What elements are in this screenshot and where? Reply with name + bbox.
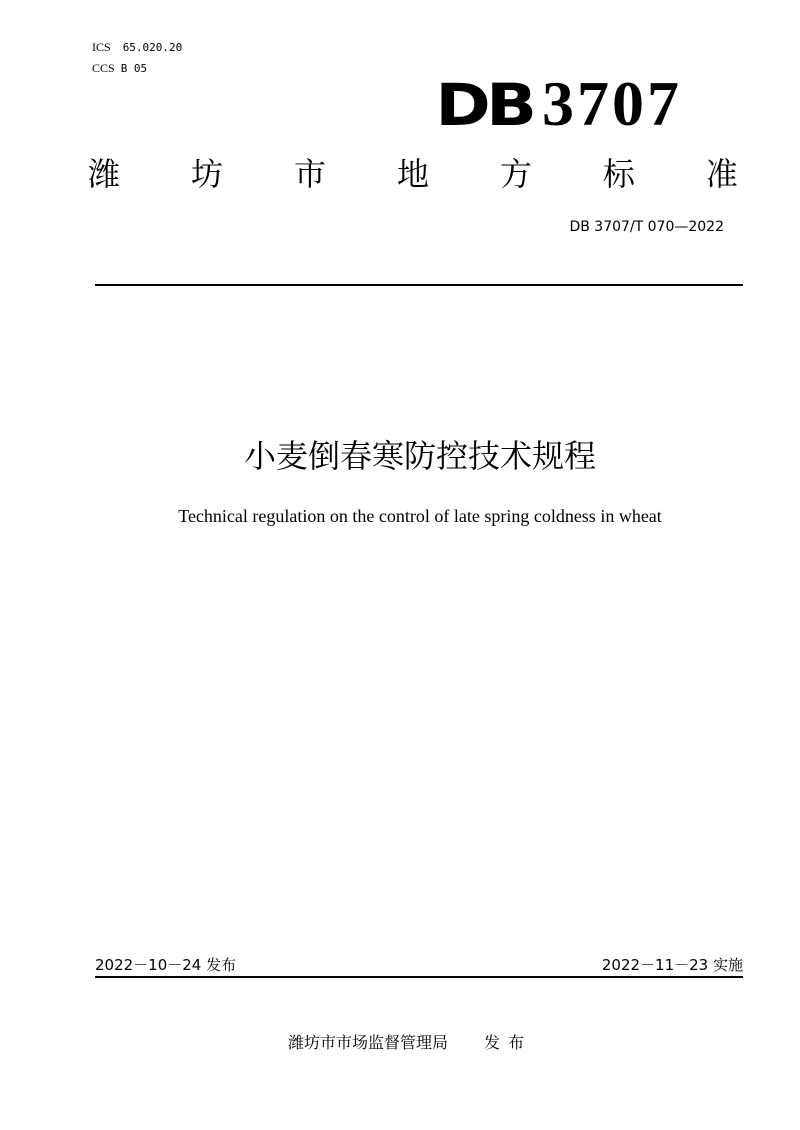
issuer-banner	[88, 152, 738, 196]
ccs-code: B 05	[120, 62, 148, 75]
issuer-char: 方	[499, 155, 532, 193]
document-title-english: Technical regulation on the control of late spring coldness in wheat	[178, 506, 662, 526]
bottom-divider	[95, 976, 743, 978]
db-letters: DB	[434, 71, 532, 139]
ics-label: ICS	[92, 40, 111, 54]
ccs-line	[92, 61, 147, 76]
issuer-char: 市	[293, 155, 326, 193]
issuer-char: 准	[705, 155, 738, 193]
top-divider	[95, 284, 743, 286]
ics-line	[92, 40, 182, 55]
publisher-name: 潍坊市市场监督管理局	[287, 1033, 448, 1052]
standard-number: DB 3707/T 070—2022	[569, 219, 724, 235]
issuer-char: 坊	[190, 155, 223, 193]
issuer-char: 标	[602, 155, 635, 193]
implementation-date: 2022－11－23 实施	[601, 956, 743, 974]
issue-date: 2022－10－24 发布	[95, 956, 237, 974]
ccs-label: CCS	[92, 61, 115, 75]
publisher-line	[0, 1032, 800, 1054]
issuer-char: 地	[396, 155, 429, 193]
db-number: 3707	[542, 68, 682, 139]
db-logo	[434, 64, 682, 139]
ics-code: 65.020.20	[122, 41, 183, 54]
issuer-char: 潍	[88, 155, 121, 193]
publisher-action: 发布	[484, 1033, 533, 1052]
document-title-chinese: 小麦倒春寒防控技术规程	[243, 437, 596, 475]
